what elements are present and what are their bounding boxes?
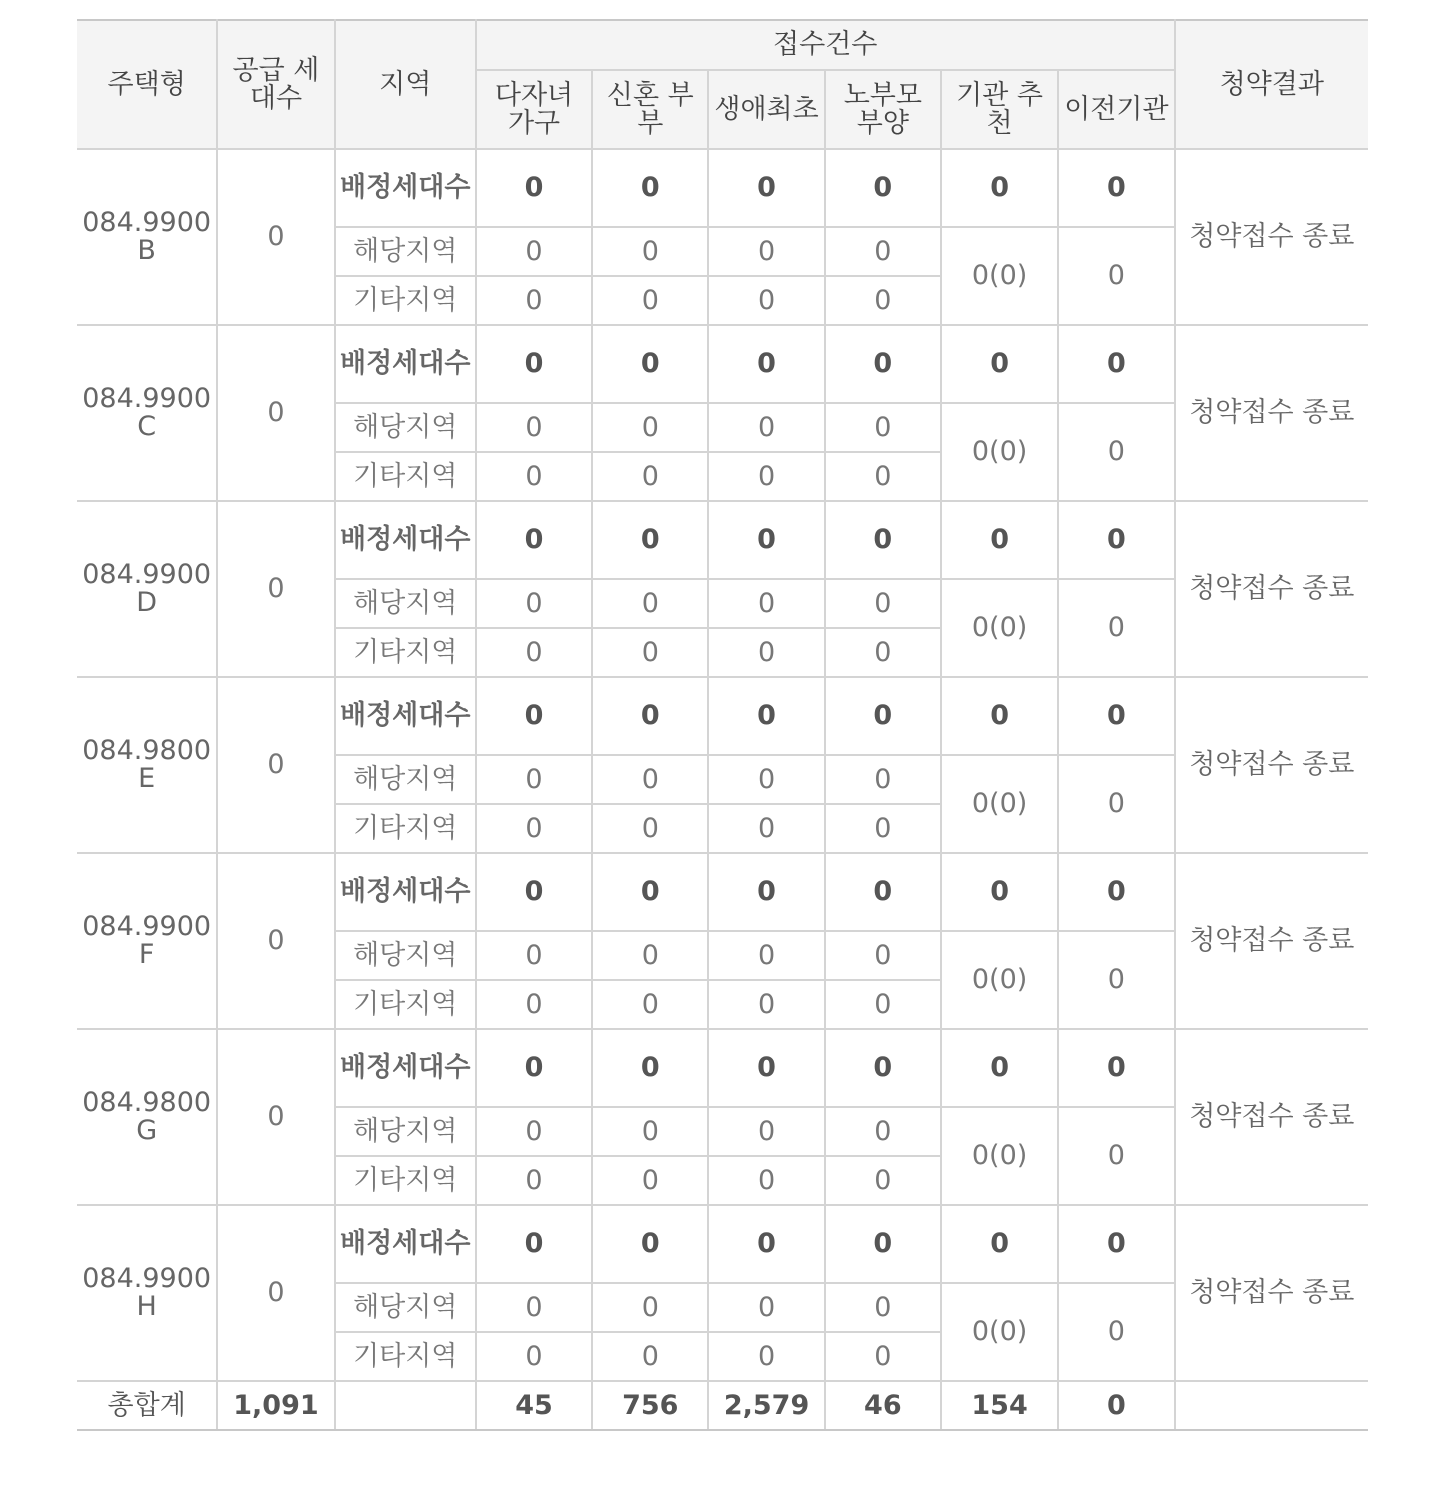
alloc-value: 0 xyxy=(592,1029,708,1107)
header-area: 지역 xyxy=(335,20,476,149)
table-body xyxy=(77,149,1368,1430)
housing-type-cell xyxy=(77,853,217,1029)
alloc-value: 0 xyxy=(825,1205,941,1283)
local-value: 0 xyxy=(476,403,592,452)
subscription-table xyxy=(77,19,1368,1431)
alloc-value: 0 xyxy=(708,1029,824,1107)
other-value: 0 xyxy=(476,452,592,501)
housing-type: 084.9900 xyxy=(82,383,212,414)
area-label-local: 해당지역 xyxy=(335,403,476,452)
local-value: 0 xyxy=(592,1283,708,1332)
area-label-local: 해당지역 xyxy=(335,579,476,628)
alloc-value: 0 xyxy=(825,677,941,755)
alloc-value: 0 xyxy=(941,149,1058,227)
alloc-value: 0 xyxy=(476,677,592,755)
local-value: 0 xyxy=(825,403,941,452)
other-value: 0 xyxy=(825,980,941,1029)
area-label-alloc: 배정세대수 xyxy=(335,1205,476,1283)
housing-type: 084.9900 xyxy=(82,559,212,590)
alloc-value: 0 xyxy=(1058,853,1174,931)
alloc-value: 0 xyxy=(1058,1205,1174,1283)
area-label-alloc: 배정세대수 xyxy=(335,853,476,931)
housing-type: 084.9900 xyxy=(82,1263,212,1294)
table-row xyxy=(77,853,1368,931)
header-institution: 기관 추천 xyxy=(941,70,1058,149)
other-value: 0 xyxy=(708,804,824,853)
alloc-value: 0 xyxy=(1058,1029,1174,1107)
institution-value: 0(0) xyxy=(941,1283,1058,1381)
alloc-value: 0 xyxy=(476,853,592,931)
local-value: 0 xyxy=(825,1107,941,1156)
relocation-value: 0 xyxy=(1058,1283,1174,1381)
total-value: 756 xyxy=(592,1381,708,1430)
area-label-local: 해당지역 xyxy=(335,1283,476,1332)
area-label-alloc: 배정세대수 xyxy=(335,1029,476,1107)
alloc-value: 0 xyxy=(825,149,941,227)
alloc-value: 0 xyxy=(941,853,1058,931)
alloc-value: 0 xyxy=(592,853,708,931)
relocation-value: 0 xyxy=(1058,755,1174,853)
table-row xyxy=(77,1029,1368,1107)
header-type: 주택형 xyxy=(77,20,217,149)
total-label: 총합계 xyxy=(77,1381,217,1430)
area-label-local: 해당지역 xyxy=(335,931,476,980)
alloc-value: 0 xyxy=(708,1205,824,1283)
result-status: 청약접수 종료 xyxy=(1175,677,1368,853)
housing-type: 084.9900 xyxy=(82,207,212,238)
area-label-other: 기타지역 xyxy=(335,276,476,325)
housing-type-suffix: G xyxy=(136,1115,158,1146)
housing-type-suffix: E xyxy=(138,763,156,794)
other-value: 0 xyxy=(825,452,941,501)
other-value: 0 xyxy=(476,1156,592,1205)
institution-value: 0(0) xyxy=(941,227,1058,325)
relocation-value: 0 xyxy=(1058,931,1174,1029)
local-value: 0 xyxy=(476,1107,592,1156)
local-value: 0 xyxy=(708,931,824,980)
result-status: 청약접수 종료 xyxy=(1175,149,1368,325)
table-header xyxy=(77,20,1368,149)
other-value: 0 xyxy=(476,276,592,325)
local-value: 0 xyxy=(708,403,824,452)
alloc-value: 0 xyxy=(941,1029,1058,1107)
institution-value: 0(0) xyxy=(941,755,1058,853)
alloc-value: 0 xyxy=(592,501,708,579)
area-label-local: 해당지역 xyxy=(335,227,476,276)
alloc-value: 0 xyxy=(476,1205,592,1283)
other-value: 0 xyxy=(708,628,824,677)
supply-count: 0 xyxy=(217,325,334,501)
alloc-value: 0 xyxy=(825,501,941,579)
other-value: 0 xyxy=(592,1332,708,1381)
local-value: 0 xyxy=(476,227,592,276)
supply-count: 0 xyxy=(217,1205,334,1381)
local-value: 0 xyxy=(825,931,941,980)
area-label-local: 해당지역 xyxy=(335,1107,476,1156)
local-value: 0 xyxy=(708,1107,824,1156)
local-value: 0 xyxy=(708,1283,824,1332)
total-supply: 1,091 xyxy=(217,1381,334,1430)
housing-type-cell xyxy=(77,149,217,325)
local-value: 0 xyxy=(592,755,708,804)
table-row xyxy=(77,501,1368,579)
alloc-value: 0 xyxy=(592,677,708,755)
header-relocation: 이전기관 xyxy=(1058,70,1174,149)
alloc-value: 0 xyxy=(476,149,592,227)
alloc-value: 0 xyxy=(476,1029,592,1107)
supply-count: 0 xyxy=(217,677,334,853)
result-status: 청약접수 종료 xyxy=(1175,501,1368,677)
total-value: 46 xyxy=(825,1381,941,1430)
area-label-alloc: 배정세대수 xyxy=(335,149,476,227)
housing-type-suffix: C xyxy=(137,411,157,442)
other-value: 0 xyxy=(708,980,824,1029)
total-area xyxy=(335,1381,476,1430)
housing-type: 084.9800 xyxy=(82,735,212,766)
area-label-local: 해당지역 xyxy=(335,755,476,804)
alloc-value: 0 xyxy=(825,325,941,403)
relocation-value: 0 xyxy=(1058,1107,1174,1205)
other-value: 0 xyxy=(708,276,824,325)
alloc-value: 0 xyxy=(708,149,824,227)
alloc-value: 0 xyxy=(825,1029,941,1107)
local-value: 0 xyxy=(708,579,824,628)
alloc-value: 0 xyxy=(476,325,592,403)
alloc-value: 0 xyxy=(1058,149,1174,227)
other-value: 0 xyxy=(592,804,708,853)
alloc-value: 0 xyxy=(476,501,592,579)
housing-type: 084.9900 xyxy=(82,911,212,942)
total-row xyxy=(77,1381,1368,1430)
local-value: 0 xyxy=(476,931,592,980)
local-value: 0 xyxy=(476,1283,592,1332)
header-result: 청약결과 xyxy=(1175,20,1368,149)
housing-type-suffix: H xyxy=(136,1291,157,1322)
table-row xyxy=(77,1205,1368,1283)
relocation-value: 0 xyxy=(1058,579,1174,677)
housing-type: 084.9800 xyxy=(82,1087,212,1118)
header-multi-child: 다자녀 가구 xyxy=(476,70,592,149)
alloc-value: 0 xyxy=(825,853,941,931)
area-label-alloc: 배정세대수 xyxy=(335,677,476,755)
alloc-value: 0 xyxy=(941,677,1058,755)
other-value: 0 xyxy=(825,804,941,853)
header-supply: 공급 세대수 xyxy=(217,20,334,149)
local-value: 0 xyxy=(476,755,592,804)
total-value: 154 xyxy=(941,1381,1058,1430)
housing-type-cell xyxy=(77,1205,217,1381)
local-value: 0 xyxy=(592,1107,708,1156)
other-value: 0 xyxy=(592,452,708,501)
other-value: 0 xyxy=(592,628,708,677)
alloc-value: 0 xyxy=(941,1205,1058,1283)
supply-count: 0 xyxy=(217,1029,334,1205)
other-value: 0 xyxy=(476,628,592,677)
alloc-value: 0 xyxy=(1058,501,1174,579)
alloc-value: 0 xyxy=(941,501,1058,579)
local-value: 0 xyxy=(592,403,708,452)
table-row xyxy=(77,149,1368,227)
other-value: 0 xyxy=(476,804,592,853)
other-value: 0 xyxy=(708,1332,824,1381)
housing-type-cell xyxy=(77,1029,217,1205)
area-label-alloc: 배정세대수 xyxy=(335,325,476,403)
alloc-value: 0 xyxy=(592,149,708,227)
housing-type-suffix: B xyxy=(137,235,156,266)
total-value: 0 xyxy=(1058,1381,1174,1430)
local-value: 0 xyxy=(825,755,941,804)
local-value: 0 xyxy=(476,579,592,628)
institution-value: 0(0) xyxy=(941,1107,1058,1205)
header-newlywed: 신혼 부부 xyxy=(592,70,708,149)
housing-type-suffix: D xyxy=(136,587,158,618)
supply-count: 0 xyxy=(217,501,334,677)
housing-type-cell xyxy=(77,677,217,853)
alloc-value: 0 xyxy=(1058,325,1174,403)
alloc-value: 0 xyxy=(941,325,1058,403)
header-elderly-parent: 노부모 부양 xyxy=(825,70,941,149)
total-value: 45 xyxy=(476,1381,592,1430)
other-value: 0 xyxy=(708,1156,824,1205)
other-value: 0 xyxy=(825,1332,941,1381)
table-row xyxy=(77,325,1368,403)
local-value: 0 xyxy=(708,755,824,804)
header-applications: 접수건수 xyxy=(476,20,1175,70)
result-status: 청약접수 종료 xyxy=(1175,1029,1368,1205)
area-label-other: 기타지역 xyxy=(335,452,476,501)
supply-count: 0 xyxy=(217,853,334,1029)
local-value: 0 xyxy=(825,1283,941,1332)
area-label-other: 기타지역 xyxy=(335,628,476,677)
housing-type-cell xyxy=(77,501,217,677)
other-value: 0 xyxy=(708,452,824,501)
total-result xyxy=(1175,1381,1368,1430)
relocation-value: 0 xyxy=(1058,403,1174,501)
alloc-value: 0 xyxy=(592,1205,708,1283)
alloc-value: 0 xyxy=(1058,677,1174,755)
other-value: 0 xyxy=(592,980,708,1029)
result-status: 청약접수 종료 xyxy=(1175,1205,1368,1381)
local-value: 0 xyxy=(592,227,708,276)
other-value: 0 xyxy=(825,628,941,677)
alloc-value: 0 xyxy=(708,853,824,931)
area-label-alloc: 배정세대수 xyxy=(335,501,476,579)
result-status: 청약접수 종료 xyxy=(1175,853,1368,1029)
other-value: 0 xyxy=(825,276,941,325)
area-label-other: 기타지역 xyxy=(335,980,476,1029)
local-value: 0 xyxy=(592,579,708,628)
area-label-other: 기타지역 xyxy=(335,1332,476,1381)
alloc-value: 0 xyxy=(708,501,824,579)
other-value: 0 xyxy=(592,276,708,325)
institution-value: 0(0) xyxy=(941,403,1058,501)
local-value: 0 xyxy=(825,579,941,628)
local-value: 0 xyxy=(592,931,708,980)
housing-type-suffix: F xyxy=(138,939,155,970)
area-label-other: 기타지역 xyxy=(335,804,476,853)
local-value: 0 xyxy=(708,227,824,276)
other-value: 0 xyxy=(592,1156,708,1205)
institution-value: 0(0) xyxy=(941,931,1058,1029)
result-status: 청약접수 종료 xyxy=(1175,325,1368,501)
alloc-value: 0 xyxy=(708,677,824,755)
housing-type-cell xyxy=(77,325,217,501)
total-value: 2,579 xyxy=(708,1381,824,1430)
alloc-value: 0 xyxy=(708,325,824,403)
area-label-other: 기타지역 xyxy=(335,1156,476,1205)
alloc-value: 0 xyxy=(592,325,708,403)
table-row xyxy=(77,677,1368,755)
other-value: 0 xyxy=(825,1156,941,1205)
other-value: 0 xyxy=(476,1332,592,1381)
relocation-value: 0 xyxy=(1058,227,1174,325)
supply-count: 0 xyxy=(217,149,334,325)
institution-value: 0(0) xyxy=(941,579,1058,677)
other-value: 0 xyxy=(476,980,592,1029)
header-first-life: 생애최초 xyxy=(708,70,824,149)
local-value: 0 xyxy=(825,227,941,276)
